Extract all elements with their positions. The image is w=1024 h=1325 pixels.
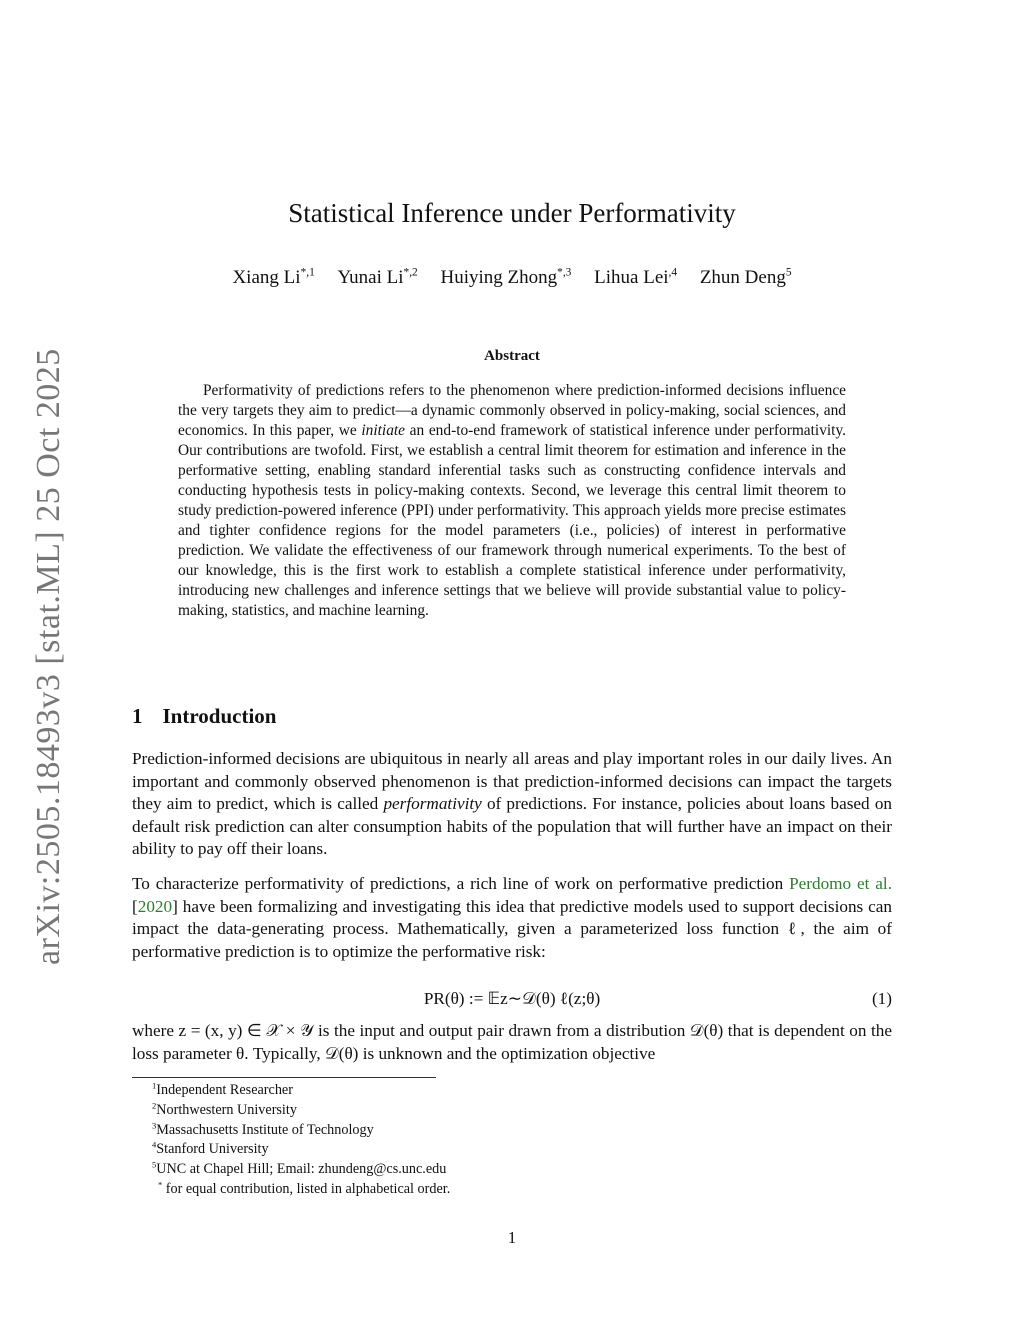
equation-number: (1) xyxy=(871,989,892,1008)
footnote: $^3$Massachusetts Institute of Technology xyxy=(152,1119,374,1138)
author: Yunai $Li^{*,2}$ xyxy=(337,266,418,288)
footnote: $^2$Northwestern University xyxy=(152,1100,297,1118)
intro-paragraph-3: where z = (x, y) ∈ 𝒳 × 𝒴 is the input and output pair drawn from a distribution 𝒟(θ) that is dependent on the loss parameter θ. Typically, 𝒟(θ) is unknown and the optimization objective xyxy=(132,1021,892,1063)
footnote: $^1$Independent Researcher xyxy=(152,1080,293,1098)
footnote: $^5$UNC at Chapel Hill; Email: zhundeng@cs.unc.edu xyxy=(152,1159,447,1178)
page-number: 1 xyxy=(507,1228,517,1247)
abstract-body: Performativity of predictions refers to the phenomenon where prediction-informed decisions influence the very targets they aim to predict—a dynamic commonly observed in policy-making, social sciences, and economics. In this paper, we initiate an end-to-end framework of statistical inference under performativity. Our contributions are twofold. First, we establish a central limit theorem for estimation and inference in the performative setting, enabling standard inferential tasks such as constructing confidence intervals and conducting hypothesis tests in policy-making contexts. Second, we leverage this central limit theorem to study prediction-powered inference (PPI) under performativity. This approach yields more precise estimates and tighter confidence regions for the model parameters (i.e., policies) of interest in performative prediction. We validate the effectiveness of our framework through numerical experiments. To the best of our knowledge, this is the first work to establish a complete statistical inference under performativity, introducing new challenges and inference settings that we believe will provide substantial value to policy-making, statistics, and machine learning. xyxy=(178,382,846,619)
footnote: $^4$Stanford University xyxy=(152,1139,269,1158)
author: Lihua Lei$^{,4}$ xyxy=(594,266,678,288)
author: Xiang $Li^{*,1}$ xyxy=(232,266,315,288)
citation-year-link[interactable]: 2020 xyxy=(137,896,173,916)
author: Huiying Zhong$^{*,3}$ xyxy=(440,266,572,288)
equation-formula: PR(θ) := 𝔼z∼𝒟(θ) ℓ(z;θ) xyxy=(423,989,601,1008)
intro-paragraph-2: To characterize performativity of predictions, a rich line of work on performative prediction Perdomo et al. [2020] have been formalizing and investigating this idea that predictive models used to support decisions can impact the data-generating process. Mathematically, given a parameterized loss function ℓ, the aim of performative prediction is to optimize the performative risk: xyxy=(132,874,893,961)
arxiv-stamp: arXiv:2505.18493v3 [stat.ML] 25 Oct 2025 xyxy=(30,348,67,965)
author: Zhun Deng$^5$ xyxy=(699,266,792,288)
citation-link[interactable]: Perdomo et al. xyxy=(789,874,893,893)
section-heading: 1 Introduction xyxy=(132,704,277,728)
footnote-divider xyxy=(132,1077,436,1078)
footnote: * for equal contribution, listed in alphabetical order. xyxy=(158,1179,451,1197)
author-list xyxy=(0,267,1024,289)
paper-title: Statistical Inference under Performativity xyxy=(288,198,736,228)
intro-paragraph-1: Prediction-informed decisions are ubiquitous in nearly all areas and play important roles in our daily lives. An important and commonly observed phenomenon is that prediction-informed decisions can impact the targets they aim to predict, which is called performativity of predictions. For instance, policies about loans based on default risk prediction can alter consumption habits of the population that will further have an impact on their ability to pay off their loans. xyxy=(132,749,893,859)
footnotes xyxy=(152,1081,450,1200)
abstract-heading: Abstract xyxy=(484,348,540,364)
